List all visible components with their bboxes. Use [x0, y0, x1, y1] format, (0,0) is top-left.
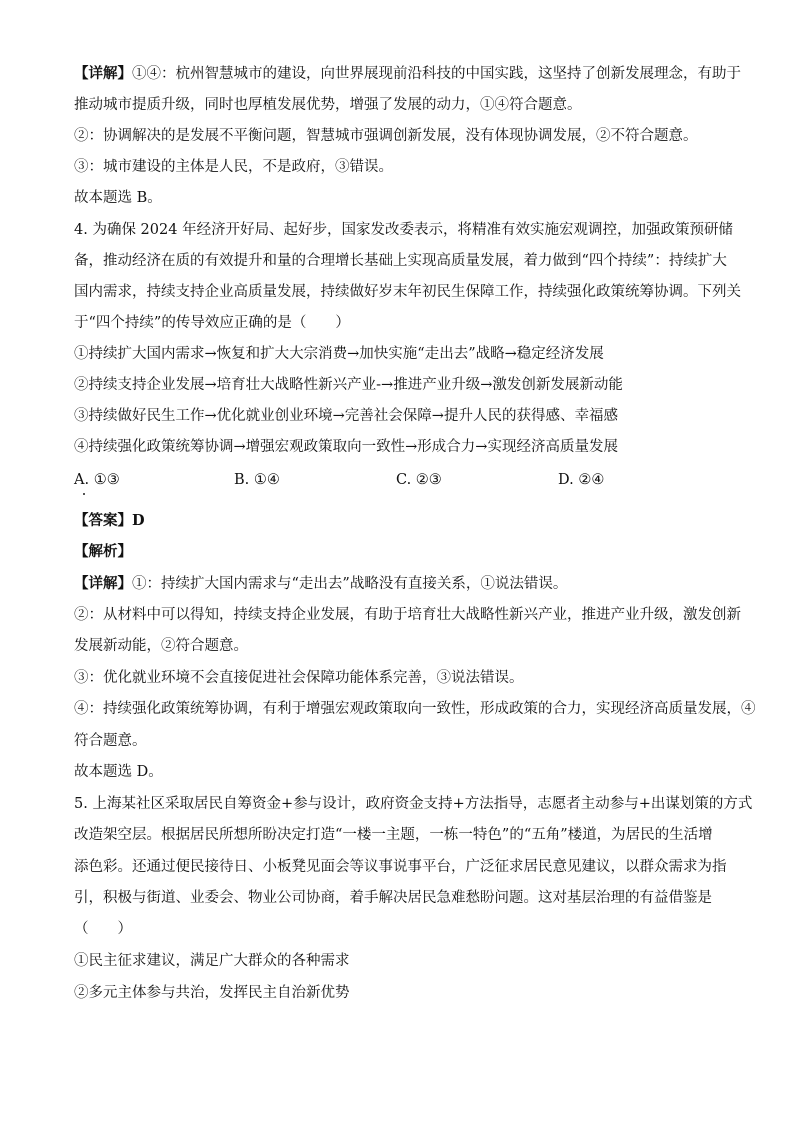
detail-line: ②：从材料中可以得知，持续支持企业发展，有助于培育壮大战略性新兴产业，推进产业升级，激发创新 [74, 607, 741, 623]
answer-options [74, 470, 724, 490]
stray-mark [83, 493, 85, 495]
option-a: A. ①③ [74, 472, 120, 488]
detail-label: 【详解】 [74, 65, 132, 82]
statement-item: ②多元主体参与共治，发挥民主自治新优势 [74, 985, 350, 1001]
detail-label: 【详解】 [74, 575, 132, 592]
detail-line: 符合题意。 [74, 733, 147, 749]
question-stem: 4. 为确保 2024 年经济开好局、起好步，国家发改委表示，将精准有效实施宏观调控，加强政策预研储 [74, 222, 734, 238]
option-c: C. ②③ [396, 472, 442, 488]
detail-line [74, 64, 741, 84]
detail-line: ③：城市建设的主体是人民，不是政府，③错误。 [74, 159, 393, 175]
conclusion-line: 故本题选 B。 [74, 190, 162, 206]
statement-item: ③持续做好民生工作→优化就业创业环境→完善社会保障→提升人民的获得感、幸福感 [74, 408, 618, 424]
analysis-label: 【解析】 [74, 543, 132, 560]
statement-item: ②持续支持企业发展→培育壮大战略性新兴产业-→推进产业升级→激发创新发展新动能 [74, 377, 623, 393]
detail-line [74, 574, 567, 594]
statement-item: ①民主征求建议，满足广大群众的各种需求 [74, 953, 350, 969]
question-stem: 国内需求，持续支持企业高质量发展，持续做好岁末年初民生保障工作，持续强化政策统筹协调。下列关 [74, 284, 741, 300]
question-stem: 5. 上海某社区采取居民自筹资金+参与设计，政府资金支持+方法指导，志愿者主动参与+出谋划策的方式 [74, 796, 753, 812]
detail-line: ④：持续强化政策统筹协调，有利于增强宏观政策取向一致性，形成政策的合力，实现经济高质量发展，④ [74, 701, 756, 717]
question-stem: 添色彩。还通过便民接待日、小板凳见面会等议事说事平台，广泛征求居民意见建议，以群众需求为指 [74, 859, 727, 875]
detail-line: ②：协调解决的是发展不平衡问题，智慧城市强调创新发展，没有体现协调发展，②不符合题意。 [74, 128, 698, 144]
question-stem: （ ） [74, 921, 132, 937]
option-d: D. ②④ [558, 472, 605, 488]
detail-line: 推动城市提质升级，同时也厚植发展优势，增强了发展的动力，①④符合题意。 [74, 97, 582, 113]
detail-line: ③：优化就业环境不会直接促进社会保障功能体系完善，③说法错误。 [74, 670, 524, 686]
detail-line: 发展新动能，②符合题意。 [74, 638, 248, 654]
detail-text: ①：持续扩大国内需求与“走出去”战略没有直接关系，①说法错误。 [132, 576, 568, 592]
statement-item: ①持续扩大国内需求→恢复和扩大大宗消费→加快实施“走出去”战略→稳定经济发展 [74, 346, 604, 362]
answer-line: 【答案】D [74, 512, 145, 529]
question-stem: 备，推动经济在质的有效提升和量的合理增长基础上实现高质量发展，着力做到“四个持续”：持续扩大 [74, 253, 727, 269]
question-stem: 引，积极与街道、业委会、物业公司协商，着手解决居民急难愁盼问题。这对基层治理的有益借鉴是 [74, 890, 712, 906]
option-b: B. ①④ [234, 472, 280, 488]
conclusion-line: 故本题选 D。 [74, 764, 163, 780]
detail-text: ①④：杭州智慧城市的建设，向世界展现前沿科技的中国实践，这坚持了创新发展理念，有助于 [132, 66, 741, 82]
question-stem: 于“四个持续”的传导效应正确的是（ ） [74, 315, 350, 331]
statement-item: ④持续强化政策统筹协调→增强宏观政策取向一致性→形成合力→实现经济高质量发展 [74, 439, 618, 455]
question-stem: 改造架空层。根据居民所想所盼决定打造“一楼一主题，一栋一特色”的“五角”楼道，为居民的生活增 [74, 827, 713, 843]
